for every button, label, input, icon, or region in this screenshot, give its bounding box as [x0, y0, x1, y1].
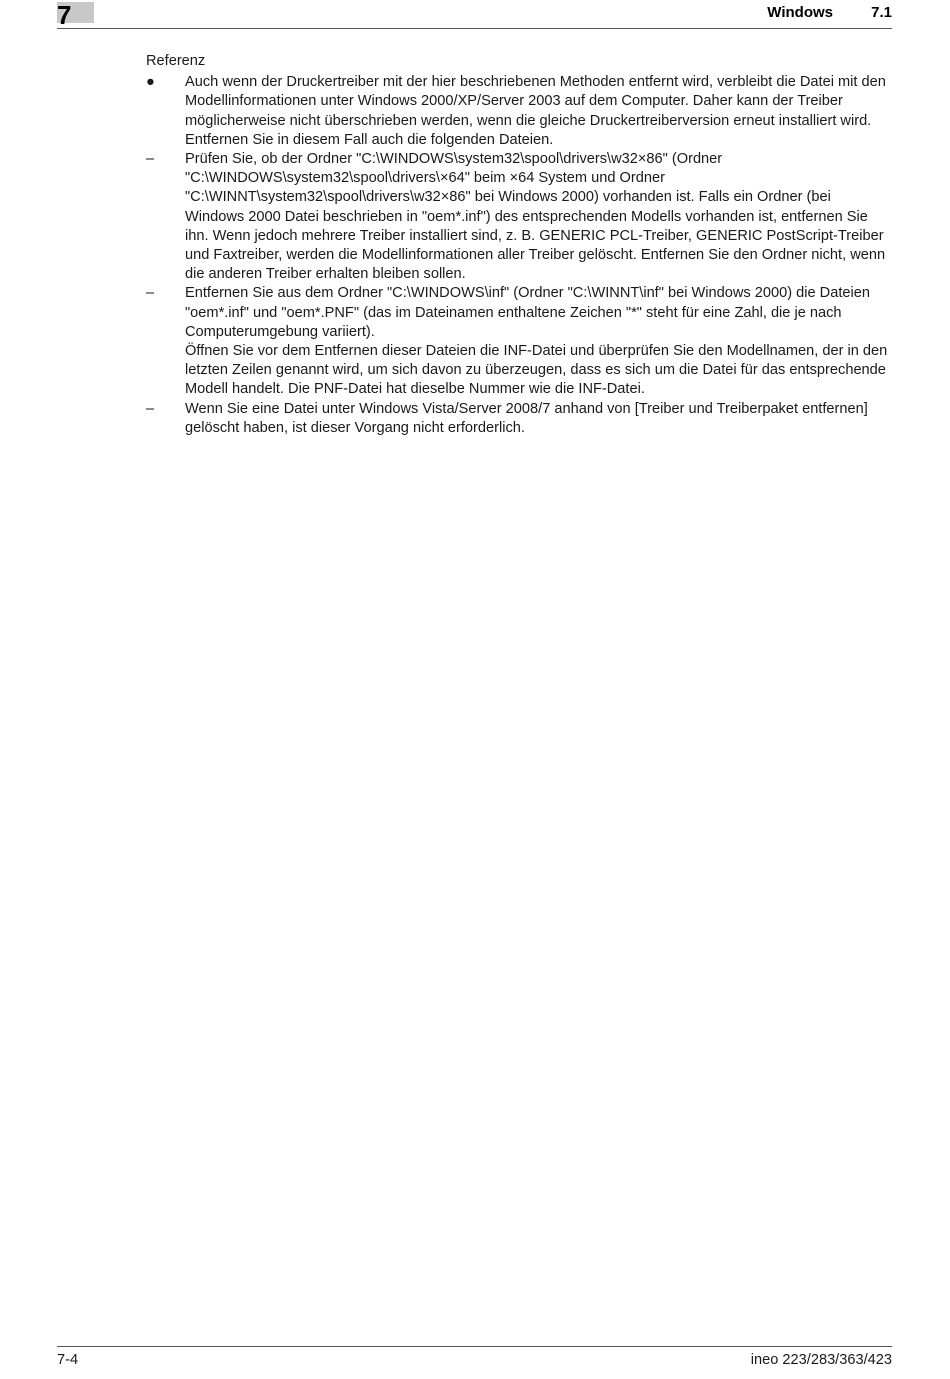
bullet-text: Auch wenn der Druckertreiber mit der hier beschriebenen Methoden entfernt wird, verbleibt die Datei mit den Modellinformationen unter Windows 2000/XP/Server 2003 auf dem Computer. Daher kann der Treiber möglicherweise nicht überschrieben werden, wenn die gleiche Druckertreiberversion erneut installiert wird. Entfernen Sie in diesem Fall auch die folgenden Dateien.	[185, 74, 886, 148]
dash-item-2-note: Öffnen Sie vor dem Entfernen dieser Dateien die INF-Datei und überprüfen Sie den Modellnamen, der in den letzten Zeilen genannt wird, um sich davon zu überzeugen, dass es sich um die Datei für das entsprechende Modell handelt. Die PNF-Datei hat dieselbe Nummer wie die INF-Datei.	[185, 343, 888, 398]
chapter-number: 7	[57, 0, 72, 30]
dash-item-1-text: Prüfen Sie, ob der Ordner "C:\WINDOWS\system32\spool\drivers\w32×86" (Ordner "C:\WINDOWS\system32\spool\drivers\×64" beim ×64 System und Ordner "C:\WINNT\system32\spool\drivers\w32×86" bei Windows 2000) vorhanden ist. Falls ein Ordner (bei Windows 2000 Datei beschrieben in "oem*.inf") des entsprechenden Modells vorhanden ist, entfernen Sie ihn. Wenn jedoch mehrere Treiber installiert sind, z. B. GENERIC PCL-Treiber, GENERIC PostScript-Treiber und Faxtreiber, werden die Modellinformationen aller Treiber gelöscht. Entfernen Sie den Ordner nicht, wenn die anderen Treiber erhalten bleiben sollen.	[185, 151, 886, 283]
section-title: Windows	[767, 4, 833, 21]
product-name: ineo 223/283/363/423	[750, 1352, 892, 1368]
dash-item-2-text: Entfernen Sie aus dem Ordner "C:\WINDOWS\inf" (Ordner "C:\WINNT\inf" bei Windows 2000) die Dateien "oem*.inf" und "oem*.PNF" (das im Dateinamen enthaltene Zeichen "*" steht für eine Zahl, die je nach Computerumgebung variiert).	[185, 285, 870, 340]
main-content	[146, 52, 892, 438]
section-number: 7.1	[871, 4, 892, 21]
dash-marker: –	[146, 151, 155, 168]
bullet-item	[146, 73, 892, 150]
bullet-marker: ●	[146, 74, 155, 91]
page-number: 7-4	[57, 1352, 79, 1368]
dash-marker: –	[146, 400, 155, 417]
dash-item-1	[146, 150, 892, 284]
dash-item-3-text: Wenn Sie eine Datei unter Windows Vista/Server 2008/7 anhand von [Treiber und Treiberpaket entfernen] gelöscht haben, ist dieser Vorgang nicht erforderlich.	[185, 400, 868, 436]
reference-heading: Referenz	[146, 53, 206, 69]
footer-divider	[57, 1346, 892, 1347]
header-divider	[57, 28, 892, 29]
dash-item-2	[146, 284, 892, 399]
dash-item-3	[146, 400, 892, 438]
dash-marker: –	[146, 285, 155, 302]
